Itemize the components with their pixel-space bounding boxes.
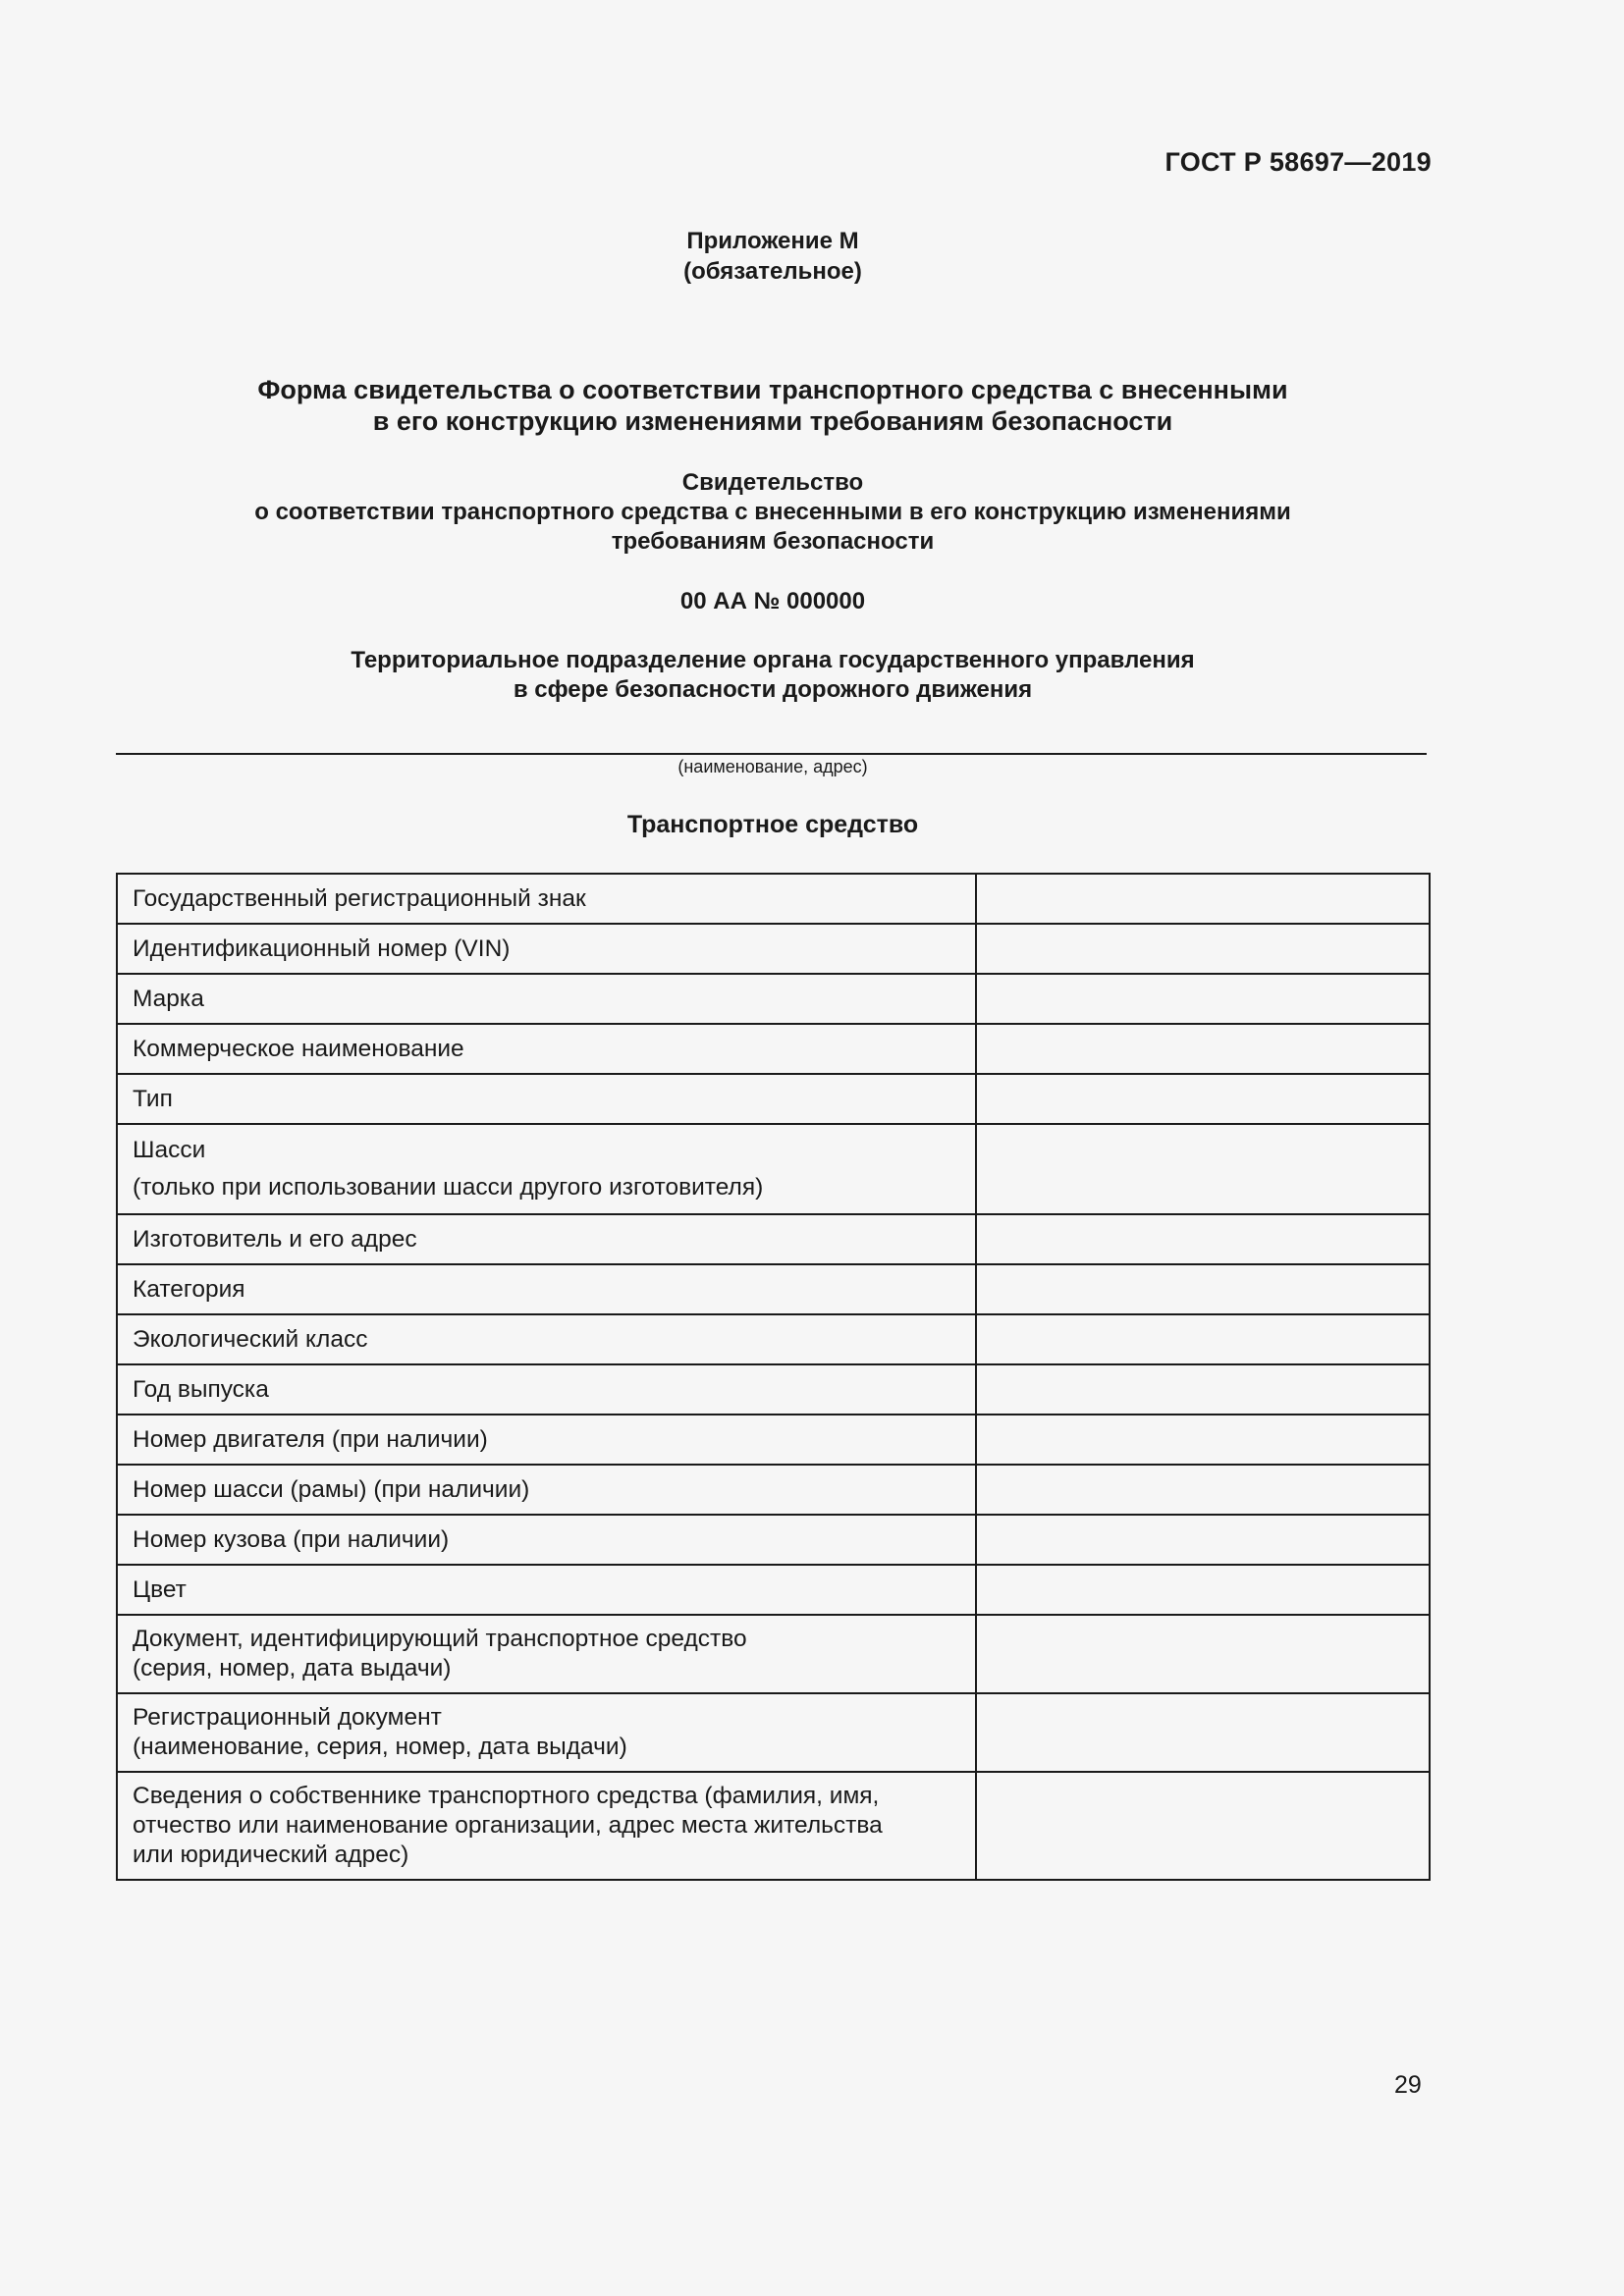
- table-row: [117, 874, 1430, 924]
- division-line-1: Территориальное подразделение органа государственного управления: [351, 647, 1195, 673]
- row-value: [976, 1214, 1430, 1264]
- row-label: Регистрационный документ (наименование, серия, номер, дата выдачи): [117, 1693, 976, 1772]
- vehicle-section-title: Транспортное средство: [626, 811, 919, 838]
- page-number: 29: [1394, 2071, 1422, 2099]
- row-value: [976, 974, 1430, 1024]
- table-row: [117, 1024, 1430, 1074]
- table-row: [117, 1364, 1430, 1415]
- row-label: Цвет: [117, 1565, 976, 1615]
- division-heading: [0, 646, 1545, 705]
- table-row: [117, 1314, 1430, 1364]
- row-label: Сведения о собственнике транспортного средства (фамилия, имя, отчество или наименование организации, адрес места жительства или юридический адрес): [117, 1772, 976, 1880]
- form-title-line-1: Форма свидетельства о соответствии транспортного средства с внесенными: [257, 375, 1288, 404]
- table-row: [117, 1565, 1430, 1615]
- row-value: [976, 1124, 1430, 1214]
- table-row: [117, 1615, 1430, 1693]
- appendix-heading: [0, 226, 1545, 287]
- row-value: [976, 1264, 1430, 1314]
- document-code: ГОСТ Р 58697—2019: [1164, 147, 1432, 177]
- row-value: [976, 874, 1430, 924]
- row-label: Государственный регистрационный знак: [117, 874, 976, 924]
- table-row: [117, 1415, 1430, 1465]
- table-row: [117, 974, 1430, 1024]
- row-label: Идентификационный номер (VIN): [117, 924, 976, 974]
- row-value: [976, 1074, 1430, 1124]
- row-label: Коммерческое наименование: [117, 1024, 976, 1074]
- row-label: Изготовитель и его адрес: [117, 1214, 976, 1264]
- row-value: [976, 1515, 1430, 1565]
- row-label: Номер кузова (при наличии): [117, 1515, 976, 1565]
- row-value: [976, 1465, 1430, 1515]
- row-label: Документ, идентифицирующий транспортное средство (серия, номер, дата выдачи): [117, 1615, 976, 1693]
- table-row: [117, 1074, 1430, 1124]
- table-row: [117, 1264, 1430, 1314]
- vehicle-table: [116, 873, 1431, 1881]
- certificate-title: [0, 468, 1545, 557]
- row-label: Номер шасси (рамы) (при наличии): [117, 1465, 976, 1515]
- row-label: Номер двигателя (при наличии): [117, 1415, 976, 1465]
- row-label: Год выпуска: [117, 1364, 976, 1415]
- appendix-status: (обязательное): [683, 258, 862, 285]
- table-row: [117, 1214, 1430, 1264]
- row-label: Тип: [117, 1074, 976, 1124]
- certificate-title-line-2: о соответствии транспортного средства с внесенными в его конструкцию изменениями: [254, 499, 1291, 525]
- table-row: [117, 924, 1430, 974]
- row-label: Категория: [117, 1264, 976, 1314]
- division-name-fill-line: [116, 753, 1427, 755]
- certificate-title-line-3: требованиям безопасности: [611, 528, 935, 555]
- certificate-number: 00 АА № 000000: [679, 588, 866, 614]
- row-value: [976, 1615, 1430, 1693]
- appendix-title: Приложение М: [686, 228, 859, 254]
- table-row: [117, 1693, 1430, 1772]
- row-value: [976, 1364, 1430, 1415]
- row-value: [976, 1772, 1430, 1880]
- row-value: [976, 1314, 1430, 1364]
- row-label: Шасси: [133, 1137, 206, 1163]
- row-label: Экологический класс: [117, 1314, 976, 1364]
- division-line-2: в сфере безопасности дорожного движения: [513, 676, 1033, 703]
- row-label-chassis: [117, 1124, 976, 1214]
- row-label: Марка: [117, 974, 976, 1024]
- row-sublabel: (только при использовании шасси другого изготовителя): [133, 1174, 764, 1201]
- row-value: [976, 1693, 1430, 1772]
- row-value: [976, 1565, 1430, 1615]
- certificate-title-line-1: Свидетельство: [681, 469, 864, 496]
- table-row: [117, 1465, 1430, 1515]
- table-row: [117, 1515, 1430, 1565]
- form-title: [0, 374, 1545, 437]
- row-value: [976, 924, 1430, 974]
- division-name-caption: (наименование, адрес): [677, 757, 868, 776]
- table-row: [117, 1124, 1430, 1214]
- form-title-line-2: в его конструкцию изменениями требованиям безопасности: [372, 406, 1173, 436]
- row-value: [976, 1415, 1430, 1465]
- row-value: [976, 1024, 1430, 1074]
- table-row: [117, 1772, 1430, 1880]
